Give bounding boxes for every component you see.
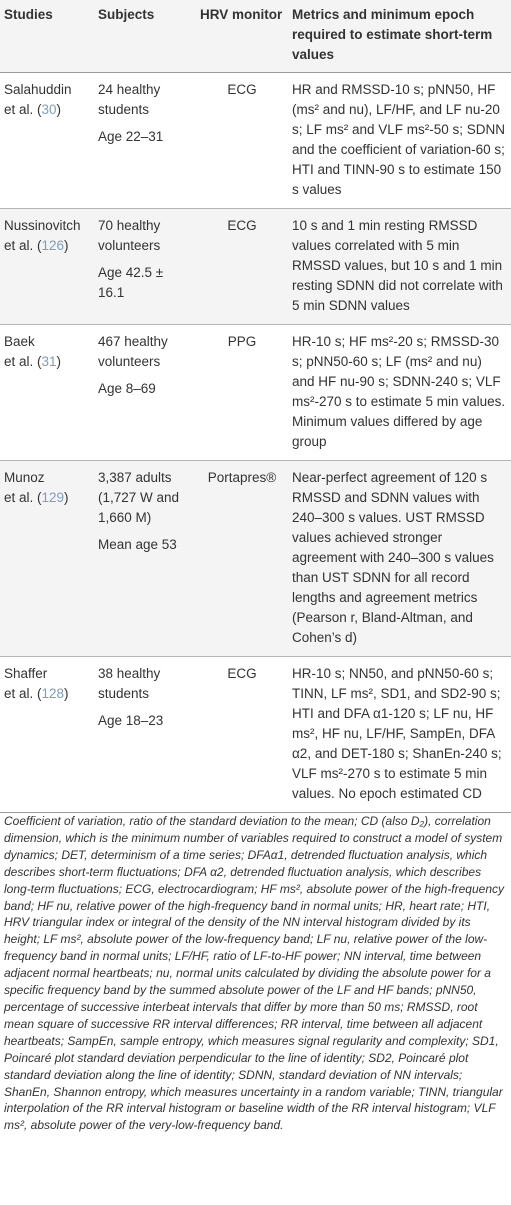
study-etal: et al. ( xyxy=(4,490,42,505)
age-text: Age 42.5 ± 16.1 xyxy=(98,265,164,300)
header-metrics: Metrics and minimum epoch required to estimate short-term values xyxy=(288,0,511,73)
age-text: Age 22–31 xyxy=(98,129,164,144)
study-cell xyxy=(0,657,94,813)
subjects-text: 70 healthy volunteers xyxy=(98,218,161,253)
study-author: Baek xyxy=(4,334,35,349)
header-subjects: Subjects xyxy=(94,0,196,73)
reference-link[interactable]: 30 xyxy=(41,102,57,117)
reference-link[interactable]: 128 xyxy=(41,686,65,701)
age-text: Age 8–69 xyxy=(98,381,156,396)
header-studies: Studies xyxy=(0,0,94,73)
subjects-text: 38 healthy students xyxy=(98,666,161,701)
subjects-cell xyxy=(94,209,196,325)
study-author: Shaffer xyxy=(4,666,48,681)
study-etal: et al. ( xyxy=(4,686,42,701)
age-text: Mean age 53 xyxy=(98,537,177,552)
monitor-cell: ECG xyxy=(196,73,288,209)
reference-link[interactable]: 129 xyxy=(41,490,65,505)
subjects-cell xyxy=(94,461,196,657)
reference-link[interactable]: 31 xyxy=(41,354,57,369)
monitor-cell: ECG xyxy=(196,209,288,325)
study-etal: et al. ( xyxy=(4,238,42,253)
subjects-cell xyxy=(94,657,196,813)
table-row xyxy=(0,461,511,657)
study-author: Munoz xyxy=(4,470,45,485)
header-hrv-monitor: HRV monitor xyxy=(196,0,288,73)
table-row xyxy=(0,73,511,209)
ref-close: ) xyxy=(56,354,62,369)
age-text: Age 18–23 xyxy=(98,713,164,728)
ref-close: ) xyxy=(64,238,69,253)
metrics-cell: Near-perfect agreement of 120 s RMSSD and SDNN values with 240–300 s values. UST RMSSD values achieved stronger agreement with 240–300 s values than UST SDNN for all record lengths and agreement metrics (Pearson r, Bland-Altman, and Cohen’s d) xyxy=(288,461,511,657)
table-row xyxy=(0,657,511,813)
study-author: Nussinovitch xyxy=(4,218,81,233)
subjects-cell xyxy=(94,325,196,461)
table-row xyxy=(0,209,511,325)
study-etal: et al. ( xyxy=(4,354,42,369)
monitor-cell: PPG xyxy=(196,325,288,461)
metrics-cell: HR and RMSSD-10 s; pNN50, HF (ms² and nu), LF/HF, and LF nu-20 s; LF ms² and VLF ms²-50 s; SDNN and the coefficient of variation-60 s; HTI and TINN-90 s to estimate 150 s values xyxy=(288,73,511,209)
reference-link[interactable]: 126 xyxy=(41,238,65,253)
metrics-cell: HR-10 s; HF ms²-20 s; RMSSD-30 s; pNN50-60 s; LF (ms² and nu) and HF nu-90 s; SDNN-240 s; VLF ms²-270 s to estimate 5 min values. Minimum values differed by age group xyxy=(288,325,511,461)
study-cell xyxy=(0,209,94,325)
study-etal: et al. ( xyxy=(4,102,42,117)
ref-close: ) xyxy=(56,102,62,117)
table-row xyxy=(0,325,511,461)
metrics-cell: HR-10 s; NN50, and pNN50-60 s; TINN, LF ms², SD1, and SD2-90 s; HTI and DFA α1-120 s; LF nu, HF ms², HF nu, LF/HF, SampEn, DFA α2, and DET-180 s; ShanEn-240 s; VLF ms²-270 s to estimate 5 min values. No epoch estimated CD xyxy=(288,657,511,813)
subjects-cell xyxy=(94,73,196,209)
study-author: Salahuddin xyxy=(4,82,72,97)
study-cell xyxy=(0,325,94,461)
table-header-row xyxy=(0,0,511,73)
metrics-cell: 10 s and 1 min resting RMSSD values correlated with 5 min RMSSD values, but 10 s and 1 min resting SDNN did not correlate with 5 min SDNN values xyxy=(288,209,511,325)
study-cell xyxy=(0,73,94,209)
monitor-cell: Portapres® xyxy=(196,461,288,657)
subjects-text: 467 healthy volunteers xyxy=(98,334,168,369)
subjects-text: 24 healthy students xyxy=(98,82,161,117)
ref-close: ) xyxy=(64,686,69,701)
subjects-text: 3,387 adults (1,727 W and 1,660 M) xyxy=(98,470,180,525)
monitor-cell: ECG xyxy=(196,657,288,813)
table-footnote: Coefficient of variation, ratio of the standard deviation to the mean; CD (also D₂), correlation dimension, which is the minimum number of variables required to construct a model of system dynamics; DET, determinism of a time series; DFAα1, detrended fluctuation analysis, which describes short-term fluctuations; DFA α2, detrended fluctuation analysis, which describes long-term fluctuations; ECG, electrocardiogram; HF ms², absolute power of the high-frequency band; HF nu, relative power of the high-frequency band in normal units; HR, heart rate; HTI, HRV triangular index or integral of the density of the NN interval histogram divided by its height; LF ms², absolute power of the low-frequency band; LF nu, relative power of the low-frequency band in normal units; LF/HF, ratio of LF-to-HF power; NN interval, time between adjacent normal heartbeats; nu, normal units calculated by dividing the absolute power for a specific frequency band by the summed absolute power of the LF and HF bands; pNN50, percentage of successive interbeat intervals that differ by more than 50 ms; RMSSD, root mean square of successive RR interval differences; RR interval, time between all adjacent heartbeats; SampEn, sample entropy, which measures signal regularity and complexity; SD1, Poincaré plot standard deviation perpendicular to the line of identity; SD2, Poincaré plot standard deviation along the line of identity; SDNN, standard deviation of NN intervals; ShanEn, Shannon entropy, which measures uncertainty in a random variable; TINN, triangular interpolation of the RR interval histogram or baseline width of the RR interval histogram; VLF ms², absolute power of the very-low-frequency band. xyxy=(4,814,505,1133)
ref-close: ) xyxy=(64,490,69,505)
study-cell xyxy=(0,461,94,657)
